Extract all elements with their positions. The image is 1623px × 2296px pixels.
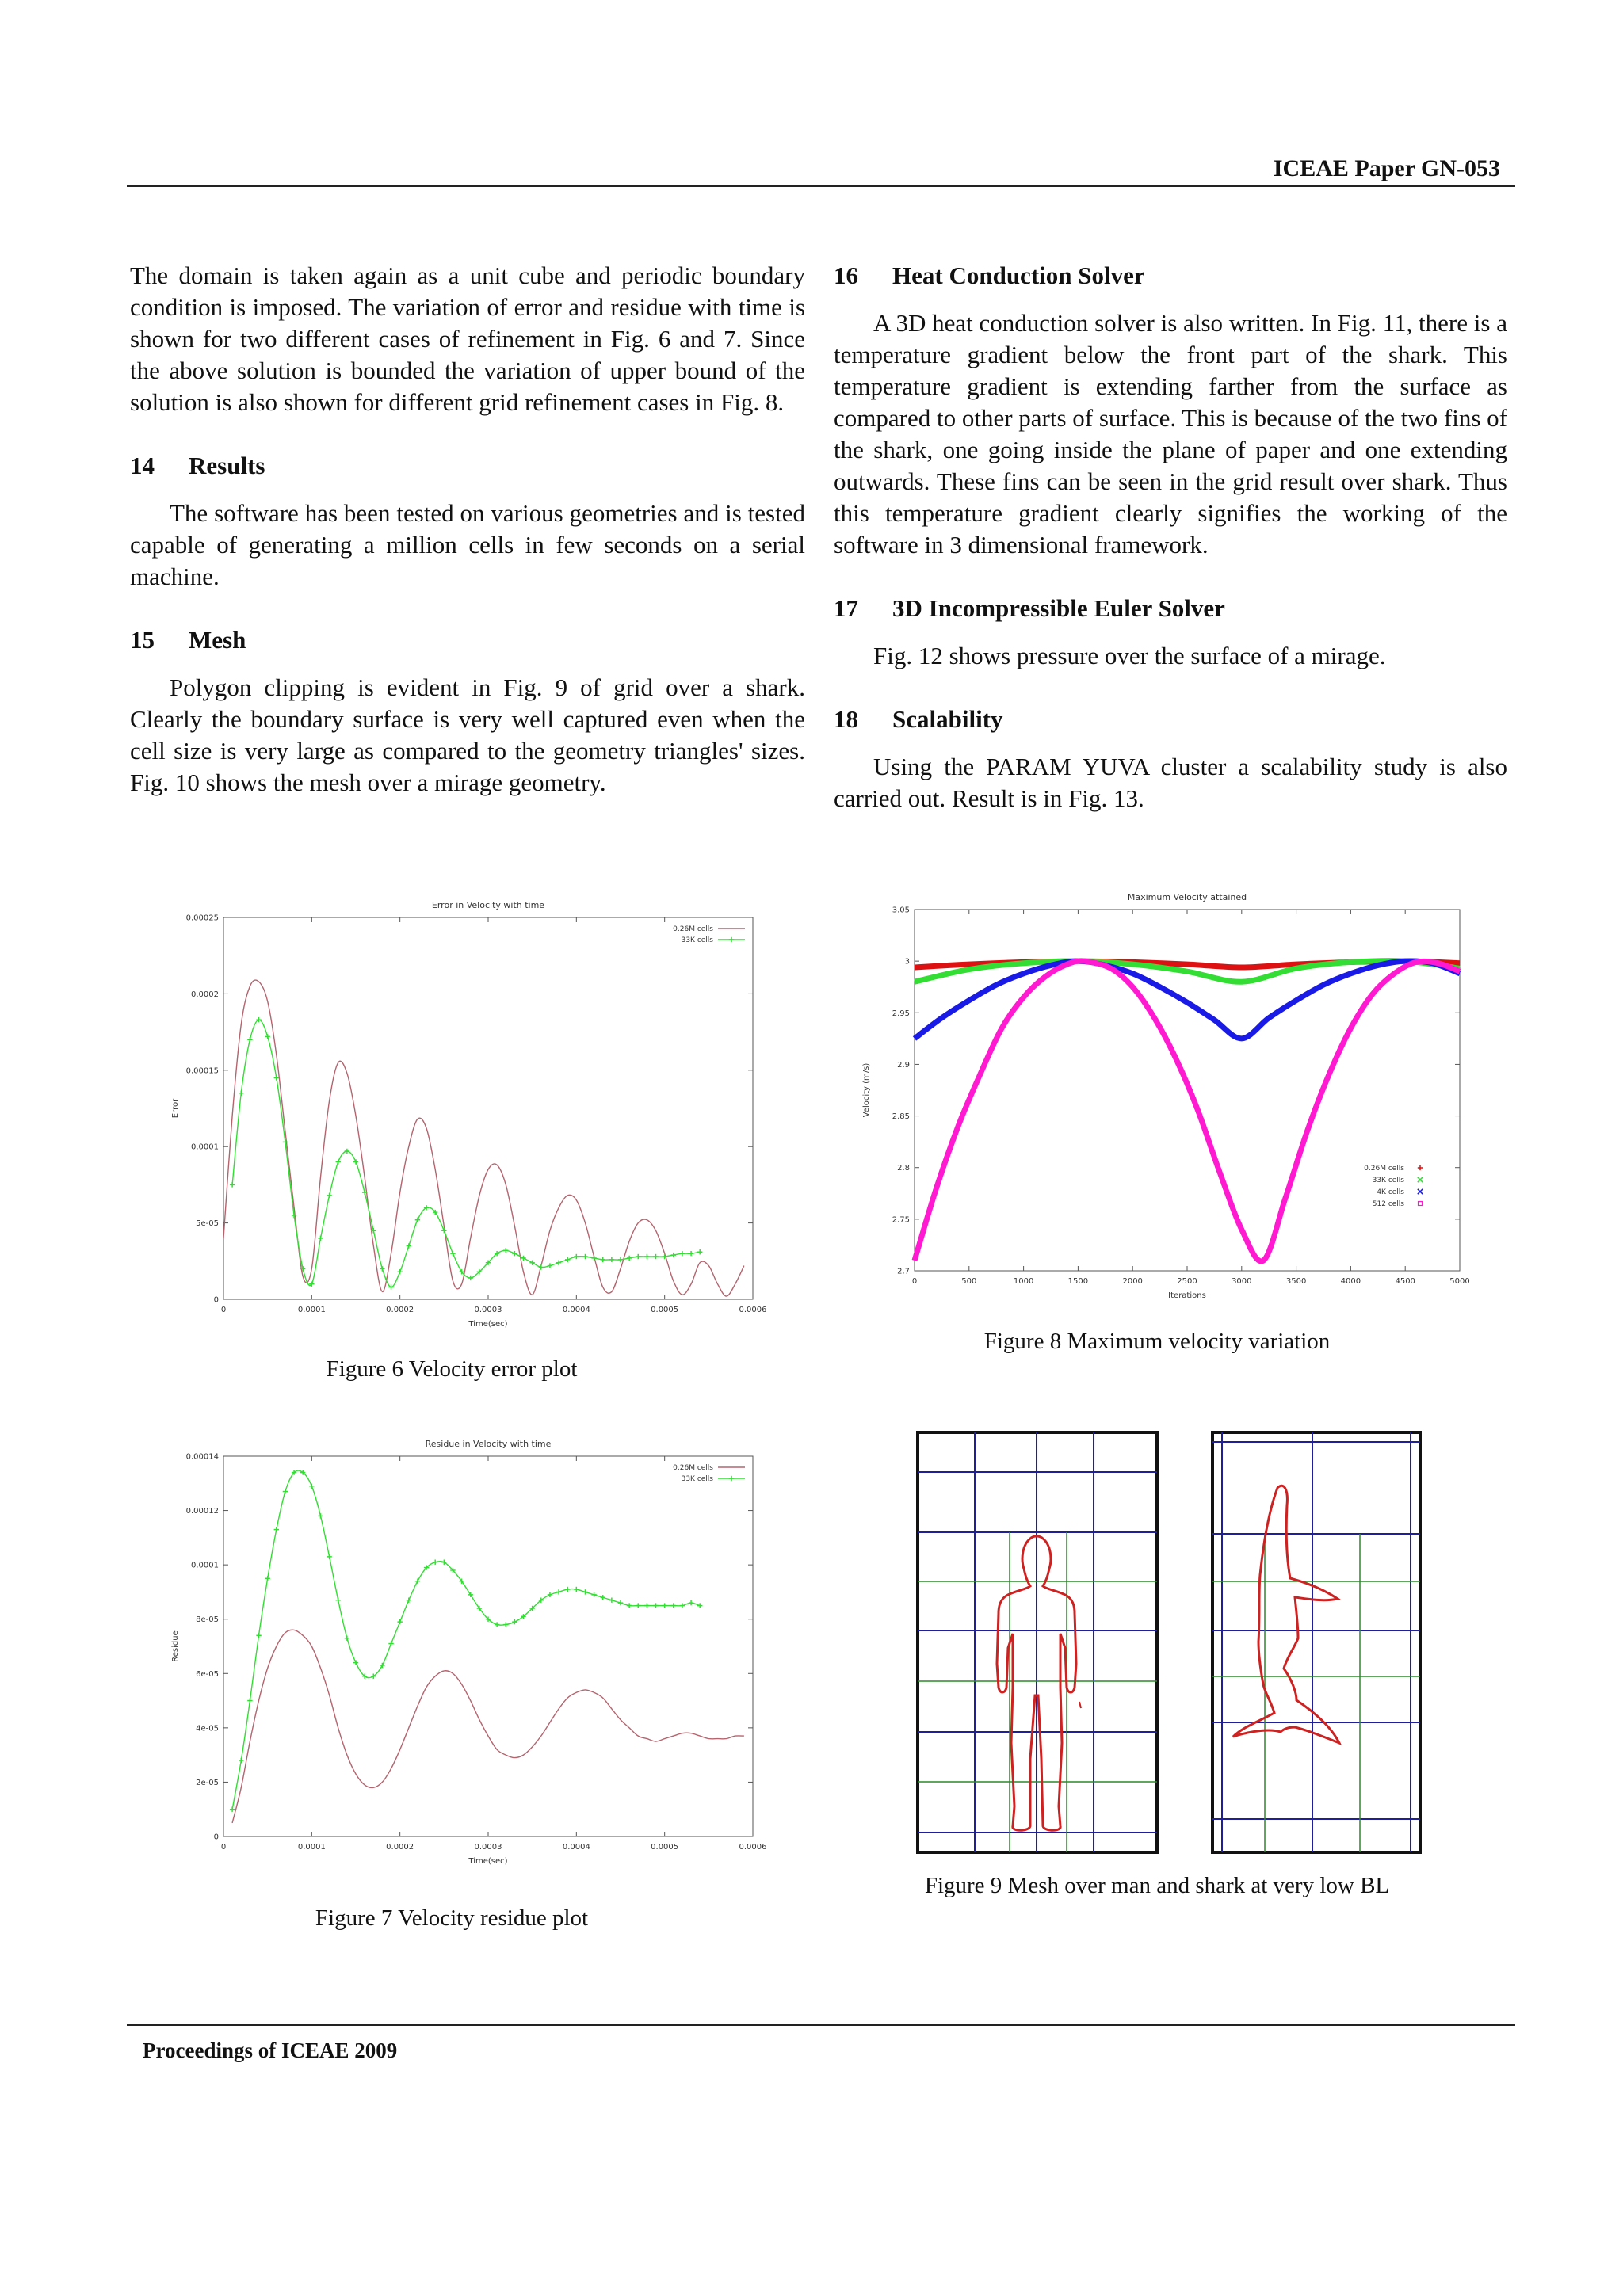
figure-9-caption: Figure 9 Mesh over man and shark at very low BL <box>924 1873 1390 1898</box>
x-tick-label: 500 <box>961 1277 977 1286</box>
series-line <box>232 1630 744 1823</box>
intro-paragraph: The domain is taken again as a unit cube and periodic boundary condition is imposed. The variation of error and residue with time is shown for two different cases of refinement in Fig. 6 and 7. Since the above solution is bounded the variation of upper bound of the solution is also shown for different grid refinement cases in Fig. 8. <box>130 261 805 416</box>
x-tick-label: 0.0004 <box>562 1306 590 1314</box>
section-number: 15 <box>130 626 155 654</box>
x-tick-label: 1500 <box>1067 1277 1089 1286</box>
x-axis-label: Iterations <box>1168 1291 1206 1300</box>
y-tick-label: 0.0002 <box>191 990 219 999</box>
legend-label: 0.26M cells <box>1364 1165 1404 1173</box>
x-tick-label: 0.0005 <box>651 1843 679 1852</box>
x-tick-label: 4000 <box>1340 1277 1361 1286</box>
y-tick-label: 5e-05 <box>196 1219 219 1229</box>
y-tick-label: 0 <box>213 1295 219 1305</box>
legend-label: 4K cells <box>1377 1188 1404 1196</box>
figure-8-caption: Figure 8 Maximum velocity variation <box>983 1329 1331 1354</box>
y-tick-label: 2.85 <box>892 1112 910 1122</box>
section-number: 14 <box>130 452 155 479</box>
x-tick-label: 1000 <box>1013 1277 1034 1286</box>
right-column <box>834 260 1507 814</box>
legend-label: 512 cells <box>1372 1200 1404 1208</box>
section-16-heading <box>834 260 1507 292</box>
chart-title: Residue in Velocity with time <box>425 1439 552 1449</box>
x-tick-label: 0.0004 <box>562 1843 590 1852</box>
y-tick-label: 2.7 <box>897 1267 910 1276</box>
series-line <box>232 1470 700 1810</box>
data-point <box>1419 1202 1423 1206</box>
man-mesh-panel <box>918 1432 1157 1852</box>
series-line <box>915 961 1460 1261</box>
section-17-heading <box>834 593 1507 624</box>
series-line <box>223 980 744 1296</box>
shark-outline <box>1233 1486 1339 1743</box>
y-tick-label: 2.95 <box>892 1009 910 1018</box>
x-tick-label: 0 <box>220 1843 227 1852</box>
plot-frame <box>223 917 753 1299</box>
y-tick-label: 8e-05 <box>196 1615 219 1625</box>
section-title: 3D Incompressible Euler Solver <box>892 594 1225 622</box>
header-rule <box>127 185 1515 187</box>
section-number: 18 <box>834 705 858 733</box>
y-tick-label: 0.00025 <box>185 913 219 923</box>
left-column <box>130 260 805 799</box>
y-tick-label: 3.05 <box>892 906 910 915</box>
x-tick-label: 0.0003 <box>474 1306 502 1314</box>
y-tick-label: 0.00015 <box>185 1066 219 1076</box>
series-0-26m-cells <box>223 980 744 1296</box>
y-tick-label: 0.0001 <box>191 1561 219 1570</box>
footer-rule <box>127 2024 1515 2026</box>
series-line <box>232 1020 700 1287</box>
section-number: 16 <box>834 261 858 289</box>
section-15-paragraph: Polygon clipping is evident in Fig. 9 of grid over a shark. Clearly the boundary surface is very well captured even when the cell size is very large as compared to the geometry triangles' sizes. Fig. 10 shows the mesh over a mirage geometry. <box>130 673 805 796</box>
x-tick-label: 0.0002 <box>386 1843 414 1852</box>
velocity-error-chart <box>158 895 777 1339</box>
y-tick-label: 0.00012 <box>185 1507 219 1516</box>
figure-7-caption: Figure 7 Velocity residue plot <box>315 1905 589 1931</box>
x-tick-label: 4500 <box>1395 1277 1415 1286</box>
section-18-paragraph: Using the PARAM YUVA cluster a scalability study is also carried out. Result is in Fig. 13. <box>834 753 1507 812</box>
section-14-heading <box>130 450 805 482</box>
section-title: Scalability <box>892 705 1003 733</box>
section-title: Results <box>189 452 265 479</box>
y-tick-label: 0 <box>213 1833 219 1842</box>
x-tick-label: 0 <box>911 1277 918 1286</box>
legend-label: 33K cells <box>1372 1177 1404 1184</box>
section-title: Heat Conduction Solver <box>892 261 1145 289</box>
plot-frame <box>223 1456 753 1836</box>
y-tick-label: 0.0001 <box>191 1142 219 1152</box>
series-33k-cells <box>230 1017 702 1290</box>
series-33k-cells <box>230 1470 702 1812</box>
shark-mesh-panel <box>1212 1432 1420 1852</box>
figure-6-caption: Figure 6 Velocity error plot <box>326 1356 578 1382</box>
x-tick-label: 0.0005 <box>651 1306 679 1314</box>
legend-label: 0.26M cells <box>673 1464 713 1472</box>
y-tick-label: 2.75 <box>892 1215 910 1225</box>
series-512-cells <box>915 961 1460 1261</box>
x-tick-label: 0.0006 <box>739 1843 767 1852</box>
section-16-paragraph: A 3D heat conduction solver is also written. In Fig. 11, there is a temperature gradient below the front part of the shark. This temperature gradient is extending farther from the surface as compared to other parts of surface. This is because of the two fins of the shark, one going inside the plane of paper and one extending outwards. These fins can be seen in the grid result over shark. Thus this temperature gradient clearly signifies the working of the software in 3 dimensional framework. <box>834 309 1507 559</box>
section-17-paragraph: Fig. 12 shows pressure over the surface of a mirage. <box>873 642 1386 669</box>
proceedings-footer: Proceedings of ICEAE 2009 <box>143 2039 398 2062</box>
chart-title: Maximum Velocity attained <box>1127 892 1247 902</box>
x-tick-label: 0.0002 <box>386 1306 414 1314</box>
x-axis-label: Time(sec) <box>468 1320 508 1329</box>
section-number: 17 <box>834 594 858 622</box>
section-18-heading <box>834 704 1507 735</box>
x-tick-label: 2500 <box>1177 1277 1197 1286</box>
chart-title: Error in Velocity with time <box>431 900 545 910</box>
y-axis-label: Error <box>171 1098 180 1119</box>
x-tick-label: 0.0006 <box>739 1306 767 1314</box>
mesh-man-shark-figure <box>911 1426 1434 1862</box>
y-axis-label: Velocity (m/s) <box>862 1062 871 1118</box>
x-tick-label: 0.0001 <box>297 1306 326 1314</box>
x-tick-label: 0.0003 <box>474 1843 502 1852</box>
y-tick-label: 2e-05 <box>196 1778 219 1787</box>
paper-id-header: ICEAE Paper GN-053 <box>1273 155 1500 181</box>
x-tick-label: 2000 <box>1122 1277 1143 1286</box>
section-title: Mesh <box>189 626 246 654</box>
chart-legend <box>1364 1165 1423 1208</box>
section-14-paragraph: The software has been tested on various geometries and is tested capable of generating a million cells in few seconds on a serial machine. <box>130 499 805 590</box>
x-tick-label: 0.0001 <box>297 1843 326 1852</box>
y-tick-label: 2.8 <box>897 1164 910 1173</box>
x-tick-label: 5000 <box>1449 1277 1470 1286</box>
legend-label: 33K cells <box>681 936 713 944</box>
maximum-velocity-chart <box>864 879 1498 1323</box>
y-tick-label: 3 <box>904 957 910 967</box>
chart-legend <box>673 925 745 944</box>
y-tick-label: 2.9 <box>897 1060 910 1070</box>
series-0-26m-cells <box>232 1630 744 1823</box>
x-axis-label: Time(sec) <box>468 1857 508 1866</box>
y-axis-label: Residue <box>171 1630 180 1662</box>
chart-legend <box>673 1464 745 1483</box>
velocity-residue-chart <box>158 1434 777 1894</box>
legend-label: 0.26M cells <box>673 925 713 933</box>
x-tick-label: 0 <box>220 1306 227 1314</box>
y-tick-label: 4e-05 <box>196 1724 219 1733</box>
x-tick-label: 3500 <box>1285 1277 1307 1286</box>
section-15-heading <box>130 624 805 656</box>
x-tick-label: 3000 <box>1232 1277 1252 1286</box>
y-tick-label: 6e-05 <box>196 1669 219 1679</box>
legend-label: 33K cells <box>681 1475 713 1483</box>
y-tick-label: 0.00014 <box>185 1452 219 1462</box>
